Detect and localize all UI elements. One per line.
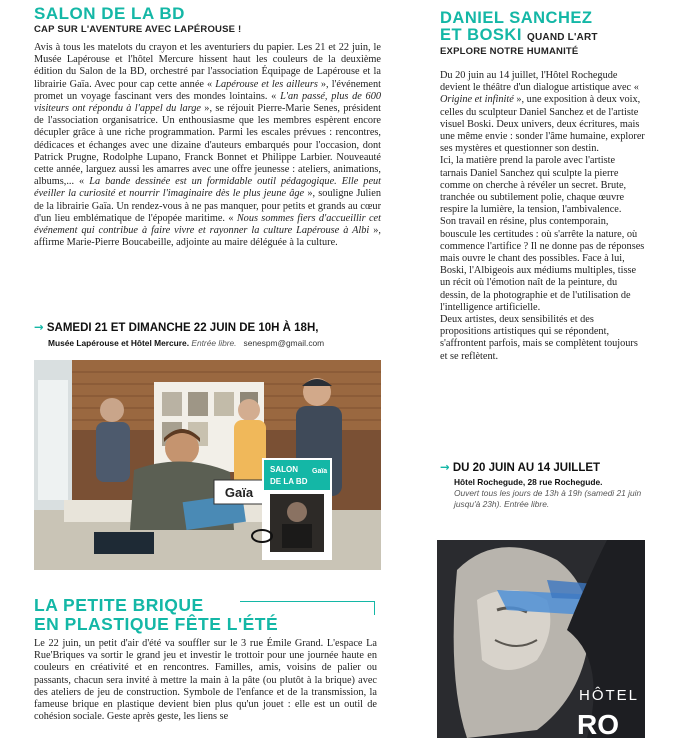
salon-text: », se réjouit Pierre-Marie Senes, président de l'association organisatrice. Un enthousiasme que les membres espèrent encore décupler grâce à une riche programmation. Parmi les escales prévues : rencontres, dédicaces et échanges avec une dizaine d'auteurs embarqués pour l'occasion, dont Patrick Prugne, Rodolphe Lupano, Franck Bonnet et Philippe Larbier. Nouveauté cette année, larguez aussi les amarres avec une offre jeunesse : ateliers, animations, albums,... « xyxy=(34,103,381,188)
salon-text: Avis à tous les matelots du crayon et les aventuriers du papier. Les 21 et 22 juin, le Musée Lapérouse et l'hôtel Mercure hissent haut les couleurs de la deuxième édition du Salon de la BD, orchestré par l'association Équipage de Lapérouse et la librairie Gaïa. Avec pour cap cette année « xyxy=(34,42,381,90)
salon-practical-info xyxy=(48,338,378,349)
salon-photo-illustration xyxy=(34,360,381,570)
brique-title-line2: EN PLASTIQUE FÊTE L'ÉTÉ xyxy=(34,614,279,634)
salon-mayor-quote: Nous sommes fiers d'accueillir cet événement qui contribue à faire vivre et rayonner la culture Lapérouse à Albi xyxy=(34,212,381,237)
salon-visitor-quote: L'an passé, plus de 600 visiteurs ont répondu à l'appel du large xyxy=(34,90,381,115)
expo-date-line xyxy=(440,460,600,474)
brique-title-rule-corner xyxy=(374,601,375,615)
expo-text: », une exposition à deux voix, celles du sculpteur Daniel Sanchez et de l'artiste visuel Boski. Deux univers, deux écritures, mais une même envie : sonder l'âme humaine, explorer ses mystères et questionner son destin. xyxy=(440,94,645,155)
expo-title-line1: DANIEL SANCHEZ xyxy=(440,9,593,27)
expo-title xyxy=(440,10,598,46)
brique-text: Le 22 juin, un petit d'air d'été va souffler sur le 3 rue Émile Grand. L'espace La Rue'Briques va sortir le grand jeu et investir le trottoir pour une journée haute en couleurs en créativité et en rencontres. Familles, amis, voisins de palier ou passants, chacun sera invité à mettre la main à la pâte (ou plutôt à la brique) avec des ateliers de jeu de construction. Symbole de l'enfance et de la transmission, la fameuse brique en plastique devient bien plus qu'un jouet : elle est un outil de cohésion sociale. Geste après geste, les liens se xyxy=(34,638,377,723)
expo-place: Hôtel Rochegude, 28 rue Rochegude. xyxy=(454,477,603,487)
salon-photo xyxy=(34,360,381,570)
salon-email[interactable]: senespm@gmail.com xyxy=(243,338,325,348)
expo-kicker: EXPLORE NOTRE HUMANITÉ xyxy=(440,46,579,57)
arrow-right-icon: → xyxy=(34,320,44,334)
salon-date-line xyxy=(34,320,318,334)
salon-kicker: CAP SUR L'AVENTURE AVEC LAPÉROUSE ! xyxy=(34,24,242,35)
expo-poster xyxy=(437,540,645,738)
salon-date: SAMEDI 21 ET DIMANCHE 22 JUIN DE 10H À 18H, xyxy=(46,322,319,334)
photo-poster-line2: DE LA BD xyxy=(270,477,308,486)
photo-poster-brand: Gaïa xyxy=(312,468,328,475)
expo-article-body xyxy=(440,70,645,363)
salon-theme-quote: Lapérouse et les ailleurs xyxy=(215,78,318,90)
salon-library-quote: La bande dessinée est un formidable outil pédagogique. Elle peut éveiller la curiosité et nourrir l'imaginaire dès le plus jeune âge xyxy=(34,176,382,200)
expo-poster-illustration xyxy=(437,540,645,738)
salon-text: », souligne Julien de la librairie Gaïa. Un rendez-vous à ne pas manquer, pour petits et grands au cœur d'un lieu emblématique de l'épopée maritime. « xyxy=(34,188,381,224)
expo-paragraph: Son travail en résine, plus contemporain, bouscule les certitudes : où s'arrête la nature, où commence l'artifice ? Il ne donne pas de réponses mais ouvre le chant des possibles. Face à lui, Boski, l'Albigeois aux médiums multiples, tisse un récit où l'émotion naît de la peinture, du dessin, de la photographie et de l'utilisation de l'intelligence artificielle. xyxy=(440,216,645,313)
brique-title-rule xyxy=(240,601,374,602)
brique-title-line1: LA PETITE BRIQUE xyxy=(34,595,204,615)
expo-title-small: QUAND L'ART xyxy=(527,32,598,43)
arrow-right-icon: → xyxy=(440,460,450,474)
salon-text: », l'événement promet un voyage fascinant vers des mondes lointains. « xyxy=(34,78,382,102)
photo-poster-line1: SALON xyxy=(270,465,298,474)
expo-exhibition-name: Origine et infinité xyxy=(440,94,514,106)
poster-ro-text: RO xyxy=(577,709,619,738)
salon-title: SALON DE LA BD xyxy=(34,4,185,23)
poster-hotel-text: HÔTEL xyxy=(579,687,640,704)
expo-text: Du 20 juin au 14 juillet, l'Hôtel Rochegude devient le théâtre d'un dialogue artistique avec « xyxy=(440,70,639,94)
salon-place: Musée Lapérouse et Hôtel Mercure. xyxy=(48,338,190,348)
expo-title-line2: ET BOSKI xyxy=(440,26,522,44)
salon-text: », affirme Marie-Pierre Boucabeille, adjointe au maire déléguée à la culture. xyxy=(34,225,381,249)
expo-hours: Ouvert tous les jours de 13h à 19h (samedi 21 juin jusqu'à 23h). Entrée libre. xyxy=(454,488,642,509)
photo-sign-text: Gaïa xyxy=(224,485,254,500)
expo-paragraph: Ici, la matière prend la parole avec l'artiste tarnais Daniel Sanchez qui sculpte la pierre comme on cherche à révéler un secret. Brute, tranchée ou subtilement polie, chaque œuvre respire la lumière, la tension, l'ambivalence. xyxy=(440,155,627,216)
salon-article-body xyxy=(34,42,381,249)
expo-practical-info xyxy=(454,477,654,510)
salon-entry: Entrée libre. xyxy=(191,338,237,348)
expo-paragraph: Deux artistes, deux sensibilités et des propositions artistiques qui se répondent, s'affrontent parfois, mais se complètent toujours et se reflètent. xyxy=(440,314,638,362)
expo-date: DU 20 JUIN AU 14 JUILLET xyxy=(452,462,601,474)
brique-article-body xyxy=(34,638,377,723)
